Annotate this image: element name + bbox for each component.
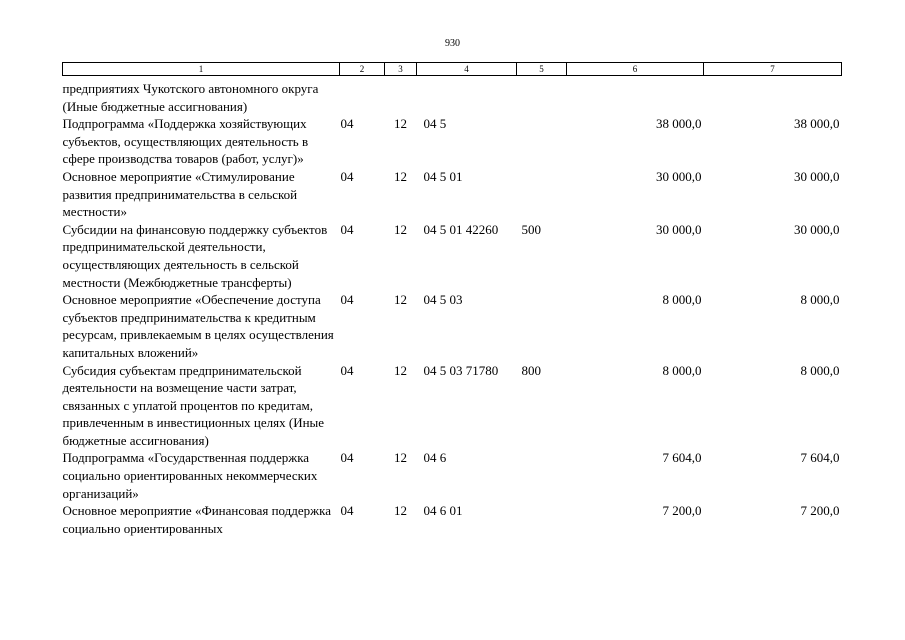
row-expense-type — [517, 168, 567, 221]
row-expense-type — [517, 502, 567, 537]
table-row — [63, 291, 842, 361]
table-row — [63, 221, 842, 291]
row-subsection: 12 — [394, 168, 407, 184]
row-amount-year1: 8 000,0 — [662, 362, 702, 378]
row-amount-year2 — [704, 76, 842, 116]
row-amount-year2: 30 000,0 — [794, 168, 840, 184]
row-section: 04 — [340, 503, 354, 519]
row-name: Подпрограмма «Государственная поддержка социально ориентированных некоммерческих организаций» — [62, 450, 318, 501]
row-subsection: 12 — [394, 116, 407, 132]
row-amount-year1: 8 000,0 — [662, 292, 702, 308]
row-section: 04 — [340, 168, 354, 184]
row-amount-year1: 7 200,0 — [662, 503, 702, 519]
row-expense-type — [517, 449, 567, 502]
row-section — [340, 76, 385, 116]
row-expense-type: 800 — [521, 362, 541, 378]
row-amount-year1 — [567, 76, 704, 116]
row-target-article: 04 6 — [423, 450, 447, 466]
column-number-header-row — [63, 63, 842, 76]
row-subsection: 12 — [394, 450, 407, 466]
row-section: 04 — [340, 450, 354, 466]
row-amount-year1: 30 000,0 — [656, 221, 702, 237]
row-section: 04 — [340, 362, 354, 378]
column-header: 5 — [517, 63, 567, 76]
row-target-article: 04 5 03 — [423, 292, 463, 308]
row-target-article: 04 5 01 42260 — [423, 221, 499, 237]
row-target-article — [417, 76, 517, 116]
row-subsection: 12 — [394, 221, 407, 237]
row-amount-year2: 8 000,0 — [800, 362, 840, 378]
row-name: Субсидии на финансовую поддержку субъектов предпринимательской деятельности, осуществляющих деятельность в сельской местности (Межбюджетные трансферты) — [62, 221, 328, 290]
row-amount-year2: 7 200,0 — [800, 503, 840, 519]
row-amount-year2: 38 000,0 — [794, 116, 840, 132]
budget-table — [62, 62, 842, 537]
row-name: Основное мероприятие «Финансовая поддержка социально ориентированных — [62, 503, 332, 536]
row-amount-year2: 8 000,0 — [800, 292, 840, 308]
row-expense-type — [517, 115, 567, 168]
table-row — [63, 115, 842, 168]
row-subsection — [385, 76, 417, 116]
column-header: 3 — [385, 63, 417, 76]
column-header: 6 — [567, 63, 704, 76]
row-amount-year1: 7 604,0 — [662, 450, 702, 466]
row-name: Основное мероприятие «Обеспечение доступа субъектов предпринимательства к кредитным ресурсам, привлекаемым в целях осуществления капитальных вложений» — [62, 292, 334, 360]
table-row — [63, 168, 842, 221]
row-target-article: 04 6 01 — [423, 503, 463, 519]
row-amount-year2: 30 000,0 — [794, 221, 840, 237]
row-name: Субсидия субъектам предпринимательской деятельности на возмещение части затрат, связанных с уплатой процентов по кредитам, привлеченным в инвестиционных целях (Иные бюджетные ассигнования) — [62, 362, 325, 448]
column-header: 2 — [340, 63, 385, 76]
row-target-article: 04 5 03 71780 — [423, 362, 499, 378]
row-subsection: 12 — [394, 292, 407, 308]
table-row — [63, 449, 842, 502]
row-subsection: 12 — [394, 362, 407, 378]
row-name: Подпрограмма «Поддержка хозяйствующих субъектов, осуществляющих деятельность в сфере производства товаров (работ, услуг)» — [62, 116, 309, 167]
row-target-article: 04 5 — [423, 116, 447, 132]
row-expense-type — [517, 291, 567, 361]
row-section: 04 — [340, 221, 354, 237]
row-expense-type — [517, 76, 567, 116]
row-subsection: 12 — [394, 503, 407, 519]
row-name: предприятиях Чукотского автономного округа (Иные бюджетные ассигнования) — [62, 81, 319, 114]
table-row — [63, 362, 842, 450]
row-amount-year1: 30 000,0 — [656, 168, 702, 184]
row-section: 04 — [340, 292, 354, 308]
table-row — [63, 502, 842, 537]
row-amount-year2: 7 604,0 — [800, 450, 840, 466]
column-header: 7 — [704, 63, 842, 76]
row-section: 04 — [340, 116, 354, 132]
row-expense-type: 500 — [521, 221, 541, 237]
table-row — [63, 76, 842, 116]
column-header: 4 — [417, 63, 517, 76]
page-number: 930 — [445, 38, 460, 49]
row-name: Основное мероприятие «Стимулирование развития предпринимательства в сельской местности» — [62, 168, 298, 220]
row-target-article: 04 5 01 — [423, 168, 463, 184]
column-header: 1 — [63, 63, 340, 76]
row-amount-year1: 38 000,0 — [656, 116, 702, 132]
